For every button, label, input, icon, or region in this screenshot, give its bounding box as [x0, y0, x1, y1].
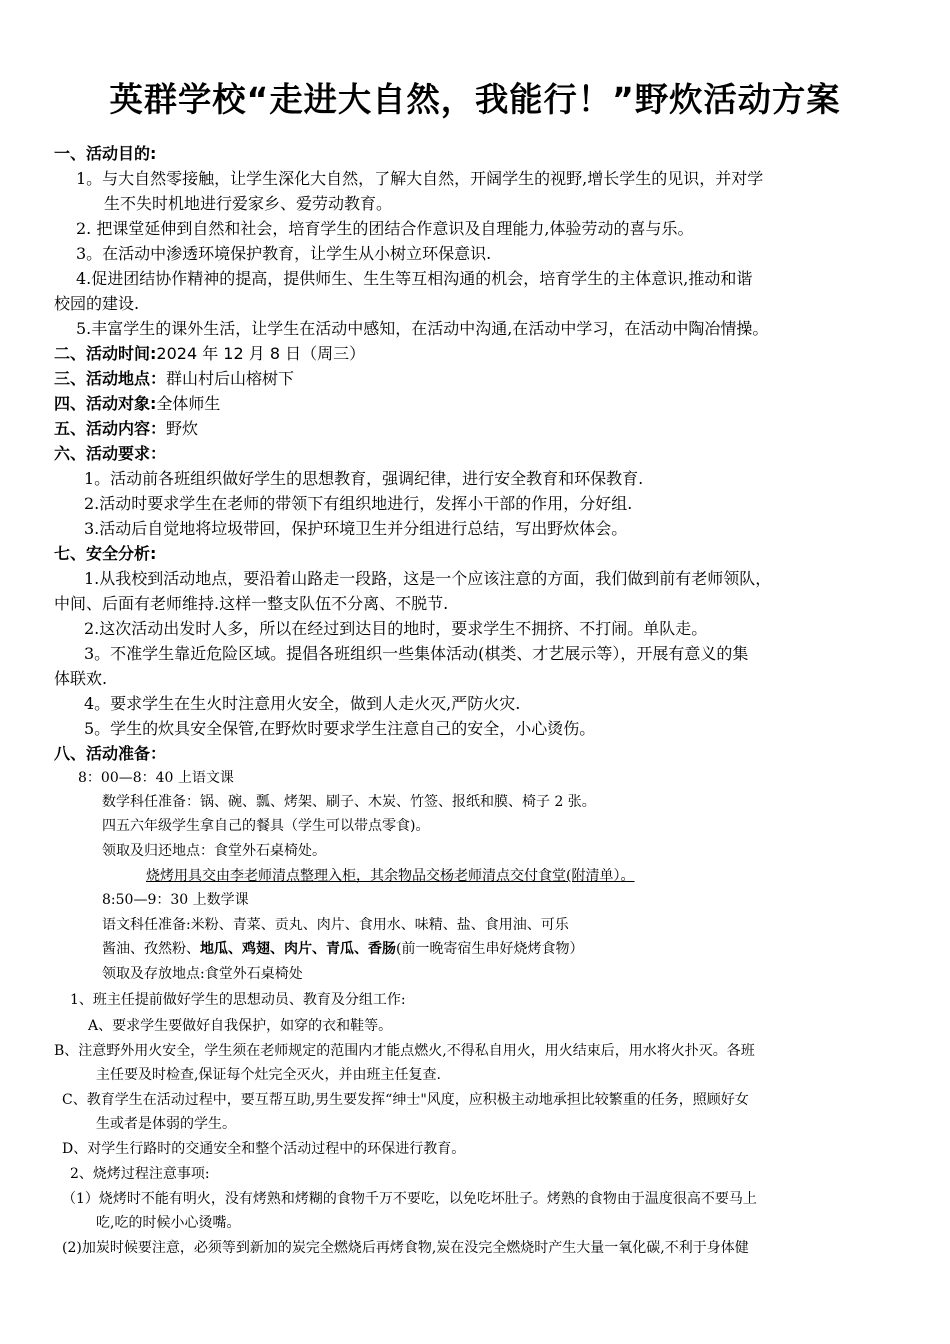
- safety-item: 体联欢.: [54, 669, 108, 688]
- place-line: [54, 368, 294, 390]
- purpose-item: 4.促进团结协作精神的提高，提供师生、生生等互相沟通的机会，培育学生的主体意识,推动和谐: [76, 269, 753, 288]
- time-line: [54, 343, 365, 365]
- section-heading-purpose: 一、活动目的:: [54, 144, 157, 163]
- target-value: 全体师生: [156, 394, 221, 413]
- prep-line: 8:50—9：30 上数学课: [102, 892, 249, 908]
- prep-line: 数学科任准备：锅、碗、瓢、烤架、刷子、木炭、竹签、报纸和膜、椅子 2 张。: [102, 794, 596, 810]
- prep-sauce-line: [102, 938, 583, 960]
- safety-item: 4。要求学生在生火时注意用火安全，做到人走火灭,严防火灾.: [84, 694, 521, 713]
- teacher-line: A、要求学生要做好自我保护，如穿的衣和鞋等。: [88, 1018, 393, 1034]
- safety-item: 1.从我校到活动地点，要沿着山路走一段路，这是一个应该注意的方面，我们做到前有老师领队，: [84, 569, 772, 588]
- content-value: 野炊: [166, 419, 199, 438]
- teacher-line: 主任要及时检查,保证每个灶完全灭火，并由班主任复查.: [96, 1067, 441, 1083]
- bbq-line: 吃,吃的时候小心烫嘴。: [96, 1215, 241, 1231]
- section-heading-time: 二、活动时间:: [54, 344, 157, 363]
- section-heading-content: 五、活动内容：: [54, 419, 167, 438]
- safety-item: 2.这次活动出发时人多，所以在经过到达目的地时，要求学生不拥挤、不打闹。单队走。: [84, 619, 708, 638]
- requirement-item: 1。活动前各班组织做好学生的思想教育，强调纪律，进行安全教育和环保教育.: [84, 469, 644, 488]
- prep-line: 四五六年级学生拿自己的餐具（学生可以带点零食)。: [102, 818, 430, 834]
- prep-line: 领取及归还地点：食堂外石桌椅处。: [102, 843, 326, 859]
- teacher-line: 生或者是体弱的学生。: [96, 1116, 236, 1132]
- page-title: 英群学校“走进大自然，我能行！”野炊活动方案: [109, 80, 841, 119]
- purpose-item: 校园的建设.: [54, 294, 140, 313]
- bbq-line: (2)加炭时候要注意，必须等到新加的炭完全燃烧后再烤食物,炭在没完全燃烧时产生大量一氧化碳,不利于身体健: [62, 1240, 749, 1256]
- requirement-item: 2.活动时要求学生在老师的带领下有组织地进行，发挥小干部的作用，分好组.: [84, 494, 633, 513]
- sauce-bold: 地瓜、鸡翅、肉片、青瓜、香肠: [200, 941, 396, 957]
- safety-item: 中间、后面有老师维持.这样一整支队伍不分离、不脱节.: [54, 594, 449, 613]
- sauce-plain: 酱油、孜然粉、: [102, 941, 200, 957]
- bbq-line: （1）烧烤时不能有明火，没有烤熟和烤糊的食物千万不要吃，以免吃坏肚子。烤熟的食物由于温度很高不要马上: [62, 1191, 757, 1207]
- purpose-item: 生不失时机地进行爱家乡、爱劳动教育。: [104, 194, 393, 213]
- teacher-line: D、对学生行路时的交通安全和整个活动过程中的环保进行教育。: [62, 1141, 466, 1157]
- section-heading-prep: 八、活动准备：: [54, 744, 167, 763]
- prep-pickup: 领取及存放地点:食堂外石桌椅处: [102, 966, 303, 982]
- teacher-line: C、教育学生在活动过程中，要互帮互助,男生要发挥“绅士"风度，应积极主动地承担比较繁重的任务，照顾好女: [62, 1092, 749, 1108]
- target-line: [54, 393, 220, 415]
- prep-line: 8：00—8：40 上语文课: [78, 770, 234, 786]
- time-value: 2024 年 12 月 8 日（周三）: [156, 344, 366, 363]
- purpose-item: 5.丰富学生的课外生活，让学生在活动中感知，在活动中沟通,在活动中学习，在活动中陶冶情操。: [76, 319, 769, 338]
- bbq-heading: 2、烧烤过程注意事项:: [70, 1166, 210, 1182]
- prep-line: 语文科任准备:米粉、青菜、贡丸、肉片、食用水、味精、盐、食用油、可乐: [102, 917, 569, 933]
- teacher-heading: 1、班主任提前做好学生的思想动员、教育及分组工作:: [70, 992, 406, 1008]
- purpose-item: 1。与大自然零接触，让学生深化大自然，了解大自然，开阔学生的视野,增长学生的见识，并对学: [76, 169, 764, 188]
- sauce-note: (前一晚寄宿生串好烧烤食物）: [396, 941, 584, 957]
- teacher-line: B、注意野外用火安全，学生须在老师规定的范围内才能点燃火,不得私自用火，用火结束后，用水将火扑灭。各班: [54, 1043, 755, 1059]
- purpose-item: 2. 把课堂延伸到自然和社会，培育学生的团结合作意识及自理能力,体验劳动的喜与乐。: [76, 219, 694, 238]
- purpose-item: 3。在活动中渗透环境保护教育，让学生从小树立环保意识.: [76, 244, 492, 263]
- content-line: [54, 418, 198, 440]
- requirement-item: 3.活动后自觉地将垃圾带回，保护环境卫生并分组进行总结，写出野炊体会。: [84, 519, 628, 538]
- section-heading-requirements: 六、活动要求：: [54, 444, 167, 463]
- section-heading-target: 四、活动对象:: [54, 394, 157, 413]
- section-heading-place: 三、活动地点：: [54, 369, 167, 388]
- prep-line-underlined: 烧烤用具交由李老师清点整理入柜，其余物品交杨老师清点交付食堂(附清单）。: [146, 868, 635, 884]
- section-heading-safety: 七、安全分析:: [54, 544, 157, 563]
- safety-item: 3。不准学生靠近危险区域。提倡各班组织一些集体活动(棋类、才艺展示等），开展有意义的集: [84, 644, 749, 663]
- safety-item: 5。学生的炊具安全保管,在野炊时要求学生注意自己的安全，小心烫伤。: [84, 719, 596, 738]
- place-value: 群山村后山榕树下: [166, 369, 295, 388]
